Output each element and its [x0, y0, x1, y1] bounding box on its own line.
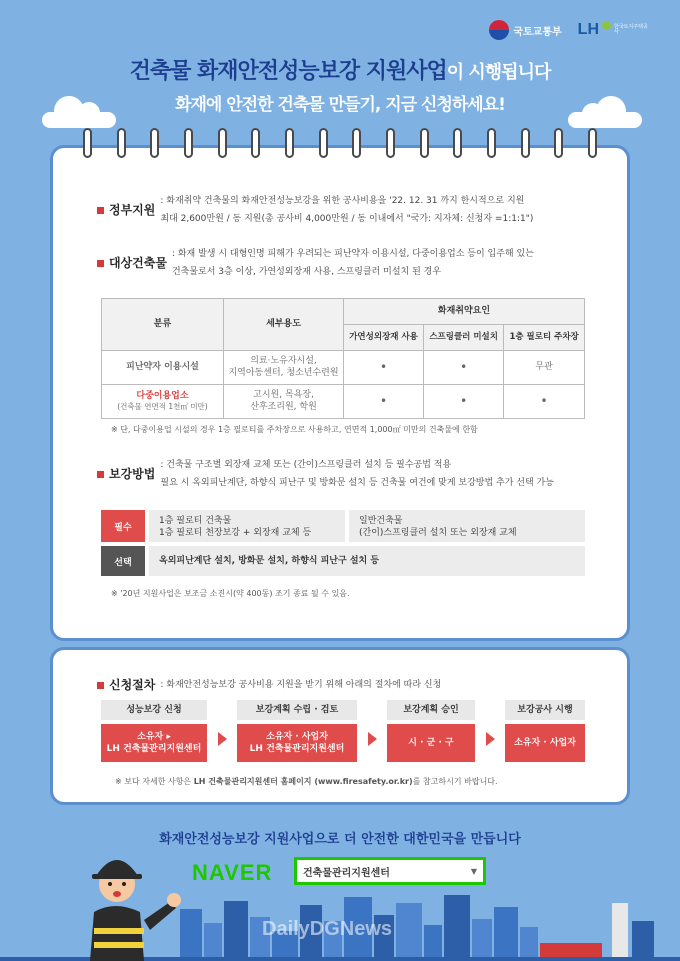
step-line: 시 · 군 · 구 [408, 737, 454, 748]
footer-slogan: 화재안전성능보강 지원사업으로 더 안전한 대한민국을 만듭니다 [159, 832, 521, 847]
target-text [172, 245, 534, 281]
binder-ring [453, 128, 462, 158]
arrow-right-icon [368, 732, 377, 746]
step-title: 보강계획 승인 [387, 700, 475, 720]
binder-ring [218, 128, 227, 158]
use-line: 지역아동센터, 청소년수련원 [228, 367, 339, 378]
binder-ring [420, 128, 429, 158]
hand [167, 893, 181, 907]
step-title: 보강계획 수립 · 검토 [237, 700, 357, 720]
target-section [97, 245, 534, 281]
step-line: LH 건축물관리지원센터 [106, 744, 202, 754]
category-name: 다중이용업소 [136, 391, 189, 402]
info-card [50, 145, 630, 641]
table-subheader: 가연성외장재 사용 [344, 325, 424, 351]
gov-support-line2: 최대 2,600만원 / 동 지원(총 공사비 4,000만원 / 동 이내에서 "국가: 지자체: 신청자 =1:1:1") [160, 214, 534, 224]
step-line: 소유자 · 사업자 [266, 731, 328, 742]
header-logos [489, 20, 652, 40]
step-title: 보강공사 시행 [505, 700, 585, 720]
building [472, 919, 492, 961]
lh-dot-icon [602, 21, 611, 30]
bullet-square-icon [97, 260, 104, 267]
lh-logo [578, 21, 652, 40]
procedure-note [115, 776, 498, 787]
procedure-desc: : 화재안전성능보강 공사비용 지원을 받기 위해 아래의 절차에 따라 신청 [160, 680, 442, 690]
binder-ring [150, 128, 159, 158]
binder-ring [319, 128, 328, 158]
table-cell-marker: • [344, 351, 424, 385]
table-row [102, 385, 585, 419]
step-line: LH 건축물관리지원센터 [249, 744, 345, 754]
procedure-section [97, 676, 441, 694]
binder-ring [184, 128, 193, 158]
table-header-category: 분류 [102, 299, 224, 351]
target-line2: 건축물로서 3층 이상, 가연성외장재 사용, 스프링클러 미설치 된 경우 [171, 267, 442, 277]
helmet-brim [92, 874, 142, 879]
table-header-use: 세부용도 [224, 299, 344, 351]
note-prefix: ※ 보다 자세한 사항은 [115, 777, 192, 786]
reflective-stripe [94, 942, 144, 948]
optional-row [101, 546, 585, 576]
use-line: 산후조리원, 학원 [250, 401, 317, 412]
method-line1: : 건축물 구조별 외장재 교체 또는 (간이)스프링클러 설치 등 필수공법 적용 [160, 460, 452, 470]
procedure-label [97, 676, 155, 694]
building [444, 895, 470, 961]
lh-name: 한국토지주택공사 [614, 23, 648, 35]
required-tag: 필수 [101, 510, 145, 542]
method-text [160, 456, 554, 492]
optional-text: 옥외피난계단 설치, 방화문 설치, 하향식 피난구 설치 등 [149, 546, 585, 576]
use-line: 고시원, 목욕장, [253, 390, 314, 401]
arrow-right-icon [486, 732, 495, 746]
procedure-step [505, 700, 585, 762]
procedure-flow [101, 700, 585, 762]
naver-logo: NAVER [192, 860, 273, 885]
note-suffix: 를 참고하시기 바랍니다. [412, 777, 498, 786]
procedure-step [101, 700, 207, 762]
section-label-text: 정부지원 [109, 203, 156, 217]
page-subtitle: 화재에 안전한 건축물 만들기, 지금 신청하세요! [175, 95, 505, 115]
step-line: 소유자 ▸ [137, 731, 171, 742]
method-line2: 필요 시 옥외피난계단, 하향식 피난구 및 방화문 설치 등 건축물 여건에 맞게 보강방법 추가 선택 가능 [160, 478, 554, 488]
step-box [505, 724, 585, 762]
arrow-right-icon [218, 732, 227, 746]
watermark: DailyDGNews [262, 918, 393, 940]
required-piloti [149, 510, 345, 542]
target-line1: : 화재 발생 시 대형인명 피해가 우려되는 피난약자 이용시설, 다중이용업소 등이 입주해 있는 [171, 249, 534, 259]
required-row [101, 510, 585, 542]
step-box [101, 724, 207, 762]
bullet-square-icon [97, 207, 104, 214]
gov-support-text [160, 192, 533, 228]
gov-support-label [97, 192, 155, 228]
building [424, 925, 442, 961]
binder-rings [83, 128, 597, 158]
building [224, 901, 248, 961]
building [520, 927, 538, 961]
use-line: 의료·노유자시설, [250, 356, 317, 367]
binder-ring [83, 128, 92, 158]
table-header-row [102, 299, 585, 325]
eye [108, 882, 112, 886]
section-label-text: 보강방법 [109, 467, 156, 481]
binder-ring [386, 128, 395, 158]
binder-ring [117, 128, 126, 158]
chevron-down-icon: ▼ [470, 866, 477, 876]
table-cell-category [102, 385, 224, 419]
mouth [113, 891, 121, 897]
step-box [387, 724, 475, 762]
method-section [97, 456, 554, 492]
table-note: ※ 단, 다중이용업 시설의 경우 1층 필로티를 주차장으로 사용하고, 연면적 1,000㎡ 미만의 건축물에 한함 [111, 425, 478, 434]
reflective-stripe [94, 928, 144, 934]
building [494, 907, 518, 961]
note-link-text: LH 건축물관리지원센터 홈페이지 (www.firesafety.or.kr) [193, 777, 413, 786]
gov-support-line1: : 화재취약 건축물의 화재안전성능보강을 위한 공사비용을 '22. 12. 31 까지 한시적으로 지원 [160, 196, 525, 206]
procedure-text [160, 676, 441, 694]
optional-tag: 선택 [101, 546, 145, 576]
required-piloti-desc: 1층 필로티 천장보강 + 외장재 교체 등 [159, 528, 312, 539]
title-suffix: 이 시행됩니다 [446, 62, 551, 83]
binder-ring [251, 128, 260, 158]
ministry-logo [489, 20, 561, 40]
step-box [237, 724, 357, 762]
firefighter-illustration [70, 842, 190, 961]
procedure-step [387, 700, 475, 762]
procedure-step [237, 700, 357, 762]
required-general-title: 일반건축물 [359, 516, 403, 526]
table-cell-marker: • [344, 385, 424, 419]
target-table [101, 298, 585, 419]
binder-ring [521, 128, 530, 158]
table-cell-use [224, 385, 344, 419]
category-note: (건축물 연면적 1천㎡ 미만) [117, 402, 208, 412]
lh-mark: LH [577, 21, 599, 38]
method-note: ※ '20년 지원사업은 보조금 소진시(약 400동) 조기 종료 될 수 있음. [111, 589, 350, 598]
table-header-risk: 화재취약요인 [344, 299, 585, 325]
building [632, 921, 654, 961]
step-line: 소유자 · 사업자 [514, 737, 576, 748]
required-general-desc: (간이)스프링클러 설치 또는 외장재 교체 [359, 528, 517, 539]
step-title: 성능보강 신청 [101, 700, 207, 720]
binder-ring [352, 128, 361, 158]
required-piloti-title: 1층 필로티 건축물 [159, 516, 232, 526]
method-label [97, 456, 155, 492]
bullet-square-icon [97, 682, 104, 689]
table-cell-category: 피난약자 이용시설 [102, 351, 224, 385]
building [204, 923, 222, 961]
table-row [102, 351, 585, 385]
helmet-icon [96, 860, 138, 876]
target-label [97, 245, 167, 281]
binder-ring [285, 128, 294, 158]
lighthouse [612, 903, 628, 961]
section-label-text: 대상건축물 [109, 256, 167, 270]
taegeuk-icon [489, 20, 509, 40]
binder-ring [554, 128, 563, 158]
table-subheader: 스프링클러 미설치 [424, 325, 504, 351]
table-subheader: 1층 필로티 주차장 [504, 325, 585, 351]
eye [122, 882, 126, 886]
gov-support-section [97, 192, 533, 228]
bullet-square-icon [97, 471, 104, 478]
table-cell-marker: • [424, 385, 504, 419]
binder-ring [487, 128, 496, 158]
page-title [0, 54, 680, 85]
search-value: 건축물관리지원센터 [303, 867, 390, 879]
title-main: 건축물 화재안전성능보강 지원사업 [129, 59, 447, 84]
table-cell-marker: 무관 [504, 351, 585, 385]
table-cell-use [224, 351, 344, 385]
procedure-card [50, 647, 630, 805]
table-cell-marker: • [424, 351, 504, 385]
section-label-text: 신청절차 [109, 678, 156, 692]
required-general [349, 510, 585, 542]
table-cell-marker: • [504, 385, 585, 419]
binder-ring [588, 128, 597, 158]
building [396, 903, 422, 961]
ministry-name: 국토교통부 [513, 26, 562, 38]
